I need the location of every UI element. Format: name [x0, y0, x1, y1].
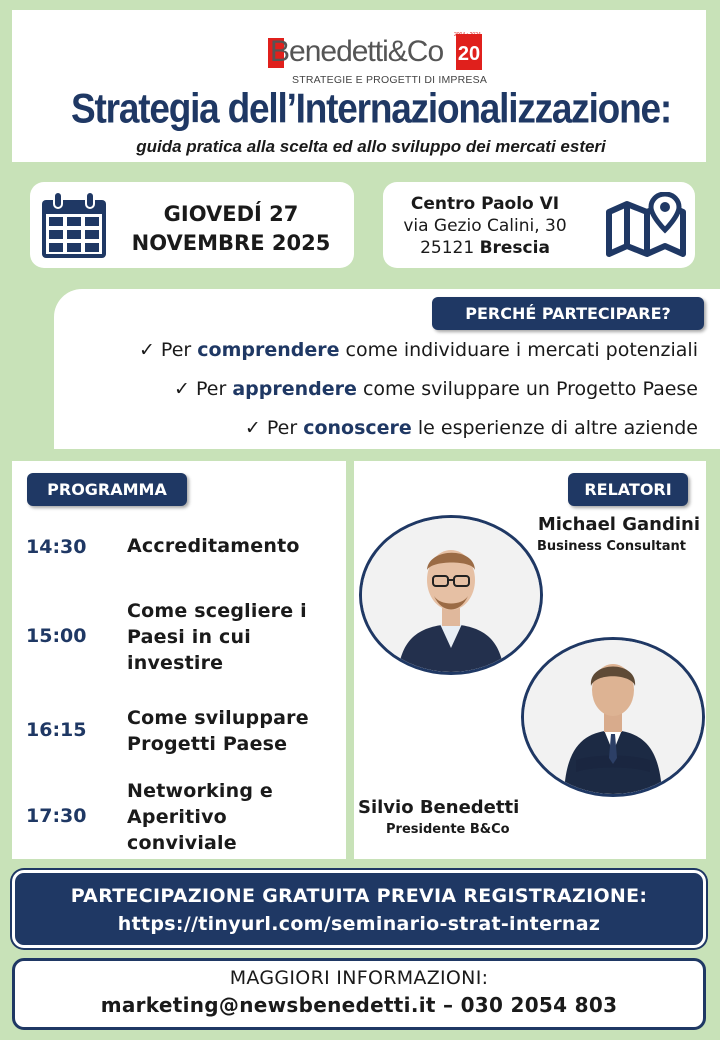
registration-banner: [12, 870, 706, 948]
info-separator: –: [443, 993, 454, 1017]
person-icon: [362, 518, 540, 672]
why-item-keyword: comprendere: [197, 339, 340, 361]
registration-link[interactable]: https://tinyurl.com/seminario-strat-internaz: [117, 913, 601, 935]
venue-street: via Gezio Calini, 30: [403, 216, 567, 236]
page-subtitle: guida pratica alla scelta ed allo sviluppo dei mercati esteri: [136, 137, 606, 156]
why-item-text: le esperienze di altre aziende: [417, 417, 698, 439]
speaker-role: Business Consultant: [536, 539, 686, 554]
event-date-month-year: NOVEMBRE 2025: [131, 231, 331, 255]
page-title: Strategia dell’Internazionalizzazione:: [71, 85, 671, 132]
program-item-title: Accreditamento: [127, 535, 300, 557]
logo-anniversary-badge: 20: [456, 34, 482, 70]
logo-brand-text: Benedetti&Co: [270, 35, 444, 68]
venue-address: [383, 193, 587, 259]
info-phone[interactable]: 030 2054 803: [460, 993, 618, 1017]
why-item: [174, 378, 698, 400]
program-time: 17:30: [26, 805, 87, 827]
speakers-section: [354, 461, 706, 859]
speaker-photo-gandini: [359, 515, 543, 675]
why-participate-section: [54, 289, 720, 449]
why-item-keyword: apprendere: [232, 378, 357, 400]
registration-text: PARTECIPAZIONE GRATUITA PREVIA REGISTRAZIONE:: [70, 885, 648, 907]
program-item-title: Come scegliere i Paesi in cui investire: [127, 600, 307, 674]
info-banner: [12, 958, 706, 1030]
speaker-photo-benedetti: [521, 637, 705, 797]
event-date-card: [30, 182, 354, 268]
why-item-prefix: Per: [266, 417, 298, 439]
person-icon: [524, 640, 702, 794]
why-item-text: come sviluppare un Progetto Paese: [362, 378, 698, 400]
venue-card: [383, 182, 695, 268]
program-time: 14:30: [26, 536, 87, 558]
check-icon: ✓: [244, 417, 261, 439]
info-email-link[interactable]: marketing@newsbenedetti.it: [100, 993, 436, 1017]
logo-anniversary-years: 2004 • 2024: [454, 32, 481, 38]
program-item-title: Come sviluppare Progetti Paese: [127, 707, 309, 755]
event-date: [114, 200, 348, 258]
program-time: 16:15: [26, 719, 87, 741]
why-item-prefix: Per: [160, 339, 192, 361]
why-item-text: come individuare i mercati potenziali: [345, 339, 698, 361]
program-item-title: Networking e Aperitivo conviviale: [127, 780, 274, 854]
why-item: [139, 339, 698, 361]
program-section: [12, 461, 346, 859]
map-icon: [605, 192, 687, 258]
program-heading: PROGRAMMA: [27, 473, 187, 506]
check-icon: ✓: [174, 378, 190, 400]
venue-name: Centro Paolo VI: [410, 194, 560, 214]
why-participate-heading: PERCHÉ PARTECIPARE?: [432, 297, 704, 330]
venue-city: Brescia: [479, 238, 550, 258]
logo-tagline: STRATEGIE E PROGETTI DI IMPRESA: [292, 74, 488, 86]
check-icon: ✓: [138, 339, 155, 361]
event-date-day: GIOVEDÍ 27: [163, 202, 299, 226]
speaker-name: Michael Gandini: [537, 514, 700, 535]
company-logo: [258, 24, 488, 88]
header-banner: [12, 10, 706, 162]
speaker-name: Silvio Benedetti: [358, 797, 520, 818]
info-label: MAGGIORI INFORMAZIONI:: [229, 967, 489, 989]
why-item-prefix: Per: [196, 378, 227, 400]
program-time: 15:00: [26, 625, 87, 647]
calendar-icon: [40, 190, 108, 260]
why-item-keyword: conoscere: [303, 417, 412, 439]
info-contacts: [15, 993, 703, 1017]
speaker-role: Presidente B&Co: [386, 822, 510, 837]
speakers-heading: RELATORI: [568, 473, 688, 506]
venue-zip: 25121: [420, 238, 475, 258]
why-item: [245, 417, 698, 439]
